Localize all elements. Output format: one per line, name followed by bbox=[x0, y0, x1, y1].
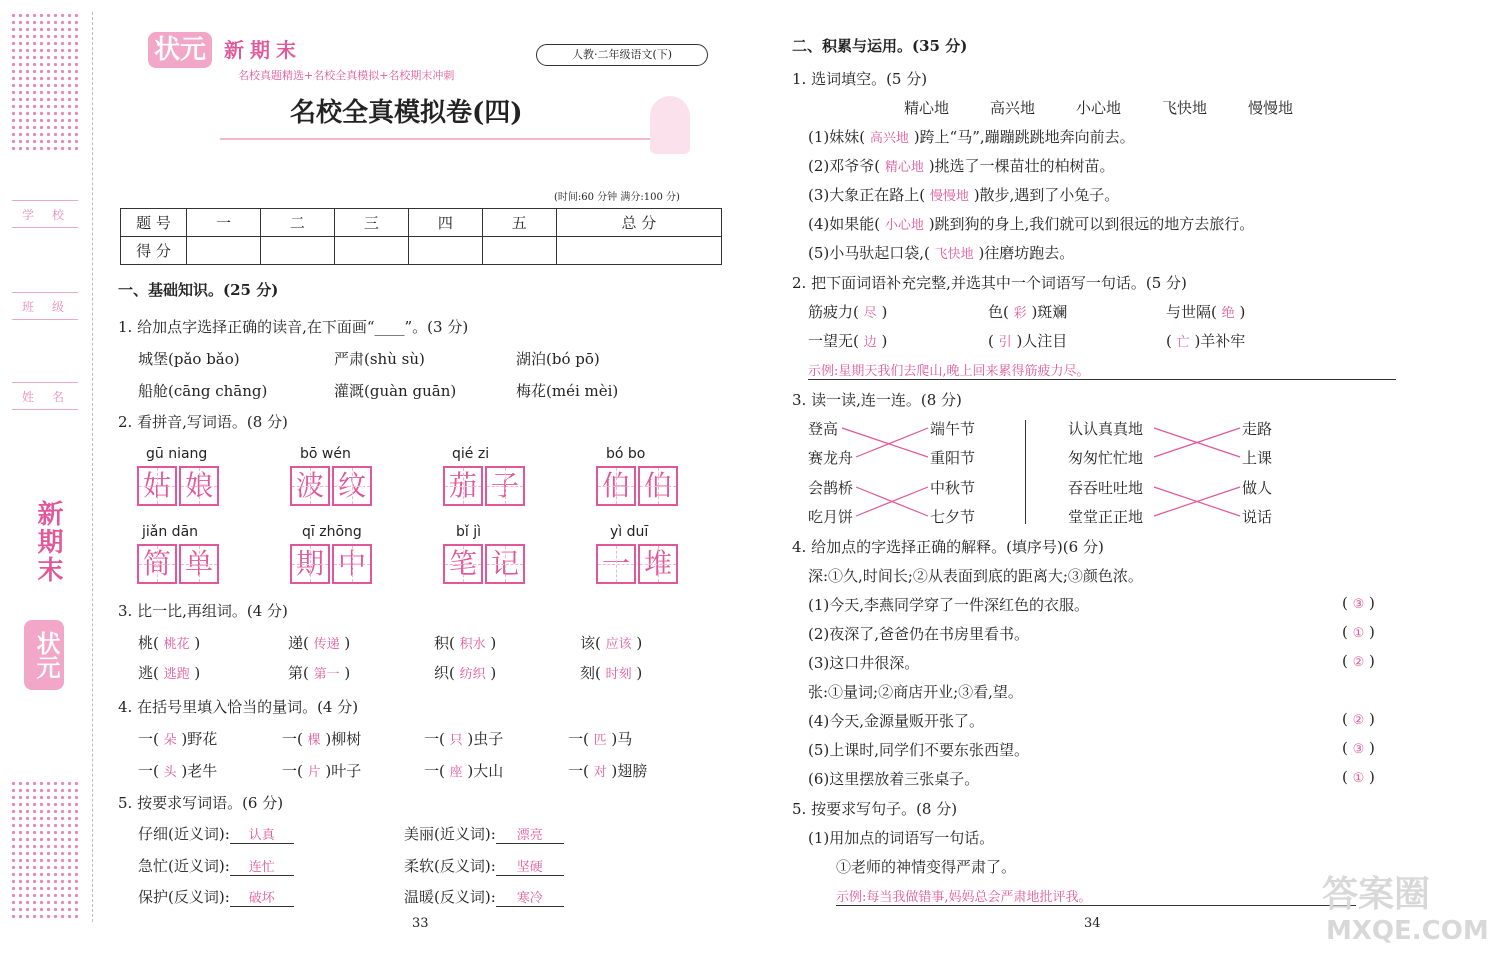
answer[interactable]: 匹 bbox=[593, 733, 607, 748]
page-number-right: 34 bbox=[1084, 916, 1101, 931]
word-label: 保护(反义词): bbox=[138, 888, 230, 906]
match-line bbox=[842, 428, 928, 457]
brand-sub: 新期末 bbox=[224, 38, 302, 62]
pinyin: bǐ jì bbox=[456, 524, 482, 540]
pinyin: jiǎn dān bbox=[142, 524, 199, 540]
answer[interactable]: 棵 bbox=[307, 733, 321, 748]
watermark-logo: 答案圈 bbox=[1322, 874, 1431, 915]
match-left[interactable]: 会鹊桥 bbox=[808, 479, 854, 497]
pinyin: bó bo bbox=[606, 446, 646, 462]
word-option: 精心地 bbox=[904, 99, 950, 117]
char: 递 bbox=[288, 634, 304, 652]
word-option: 高兴地 bbox=[990, 99, 1036, 117]
noun: 马 bbox=[617, 730, 633, 748]
score-cell: 二 bbox=[260, 209, 334, 237]
answer[interactable]: 引 bbox=[998, 335, 1012, 350]
noun: 野花 bbox=[187, 730, 218, 748]
match-right[interactable]: 说话 bbox=[1242, 508, 1273, 526]
char: 逃 bbox=[138, 664, 154, 682]
char-box[interactable]: 娘 bbox=[179, 466, 219, 506]
answer[interactable]: 片 bbox=[307, 765, 321, 780]
answer[interactable]: 逃跑 bbox=[163, 667, 190, 682]
pinyin: qī zhōng bbox=[302, 524, 362, 540]
sentence-part: )跳到狗的身上,我们就可以到很远的地方去旅行。 bbox=[928, 215, 1255, 233]
r-q5-sentence: ①老师的神情变得严肃了。 bbox=[836, 858, 1017, 876]
def-sentence: (5)上课时,同学们不要东张西望。 bbox=[808, 741, 1030, 759]
match-right[interactable]: 七夕节 bbox=[930, 508, 976, 526]
answer[interactable]: 坚硬 bbox=[496, 856, 564, 876]
char-box[interactable]: 伯 bbox=[638, 466, 678, 506]
answer[interactable]: 桃花 bbox=[163, 637, 190, 652]
answer[interactable]: 尽 bbox=[863, 306, 877, 321]
score-cell: 四 bbox=[408, 209, 482, 237]
char: 桃 bbox=[138, 634, 154, 652]
pinyin: bō wén bbox=[300, 446, 351, 462]
word-option: 飞快地 bbox=[1162, 99, 1208, 117]
idiom-part: 与世隔( bbox=[1166, 303, 1217, 321]
def-sentence: (1)今天,李燕同学穿了一件深红色的衣服。 bbox=[808, 596, 1090, 614]
char: 积 bbox=[434, 634, 450, 652]
answer[interactable]: 积水 bbox=[459, 637, 486, 652]
sentence-part: )挑选了一棵苗壮的柏树苗。 bbox=[928, 157, 1115, 175]
r-q3-title: 3. 读一读,连一连。(8 分) bbox=[792, 391, 962, 409]
match-left[interactable]: 匆匆忙忙地 bbox=[1068, 449, 1144, 467]
char-box[interactable]: 子 bbox=[485, 466, 525, 506]
answer[interactable]: 头 bbox=[163, 765, 177, 780]
pinyin: gū niang bbox=[146, 446, 208, 462]
measure-item: 一( 座 )大山 bbox=[424, 762, 504, 780]
match-left[interactable]: 赛龙舟 bbox=[808, 449, 854, 467]
def-answer: ( ③ ) bbox=[1342, 739, 1375, 757]
edition-badge: 人教·二年级语文(下) bbox=[536, 44, 708, 66]
answer[interactable]: 彩 bbox=[1013, 306, 1027, 321]
idiom-part: ) bbox=[881, 303, 888, 321]
answer[interactable]: 小心地 bbox=[884, 218, 924, 233]
def-answer: ( ③ ) bbox=[1342, 594, 1375, 612]
match-right[interactable]: 端午节 bbox=[930, 420, 976, 438]
char-box[interactable]: 伯 bbox=[596, 466, 636, 506]
answer[interactable]: ① bbox=[1352, 771, 1365, 786]
answer[interactable]: 飞快地 bbox=[934, 247, 974, 262]
def-sentence: (6)这里摆放着三张桌子。 bbox=[808, 770, 980, 788]
sentence-part: (4)如果能( bbox=[808, 215, 881, 233]
measure-item: 一( 朵 )野花 bbox=[138, 730, 218, 748]
score-cell: 三 bbox=[334, 209, 408, 237]
char: 该 bbox=[580, 634, 596, 652]
l-q1-item: 城堡(pǎo bǎo) bbox=[138, 350, 240, 368]
char-box[interactable]: 记 bbox=[485, 544, 525, 584]
noun: 老牛 bbox=[187, 762, 218, 780]
word-option: 慢慢地 bbox=[1248, 99, 1294, 117]
page-number-left: 33 bbox=[412, 916, 429, 931]
answer[interactable]: 认真 bbox=[230, 824, 294, 844]
compare-item: 积( 积水 ) bbox=[434, 634, 497, 652]
char-box[interactable]: 中 bbox=[332, 544, 372, 584]
def-sentence: (2)夜深了,爸爸仍在书房里看书。 bbox=[808, 625, 1030, 643]
answer[interactable]: 慢慢地 bbox=[929, 189, 969, 204]
answer[interactable]: 亡 bbox=[1176, 335, 1190, 350]
char: 织 bbox=[434, 664, 450, 682]
idiom-part: 色( bbox=[988, 303, 1009, 321]
match-left[interactable]: 认认真真地 bbox=[1068, 420, 1144, 438]
answer[interactable]: 应该 bbox=[605, 637, 632, 652]
answer[interactable]: 第一 bbox=[313, 667, 340, 682]
sentence-part: )往磨坊跑去。 bbox=[978, 244, 1075, 262]
answer[interactable]: 对 bbox=[593, 765, 607, 780]
section-1-title: 一、基础知识。(25 分) bbox=[118, 281, 279, 299]
char-box[interactable]: 姑 bbox=[137, 466, 177, 506]
word-label: 急忙(近义词): bbox=[138, 857, 230, 875]
char-box[interactable]: 波 bbox=[290, 466, 330, 506]
vertical-brand: 新期末 bbox=[33, 500, 63, 584]
answer[interactable]: 纺织 bbox=[459, 667, 486, 682]
def-answer: ( ① ) bbox=[1342, 768, 1375, 786]
sentence-part: (2)邓爷爷( bbox=[808, 157, 881, 175]
answer[interactable]: ② bbox=[1352, 655, 1365, 670]
idiom-part: )羊补牢 bbox=[1194, 332, 1246, 350]
answer[interactable]: ③ bbox=[1352, 597, 1365, 612]
measure-item: 一( 片 )叶子 bbox=[282, 762, 362, 780]
r-q4-title: 4. 给加点的字选择正确的解释。(填序号)(6 分) bbox=[792, 538, 1104, 556]
match-right[interactable]: 重阳节 bbox=[930, 449, 976, 467]
measure-item: 一( 棵 )柳树 bbox=[282, 730, 362, 748]
l-q1-item: 严肃(shù sù) bbox=[334, 350, 425, 368]
page-title: 名校全真模拟卷(四) bbox=[290, 98, 523, 128]
q2-example-answer[interactable]: 示例:星期天我们去爬山,晚上回来累得筋疲力尽。 bbox=[808, 360, 1396, 380]
sentence-part: )散步,遇到了小兔子。 bbox=[973, 186, 1120, 204]
q5-example-answer[interactable]: 示例:每当我做错事,妈妈总会严肃地批评我。 bbox=[836, 886, 1356, 906]
score-cell: 题 号 bbox=[121, 209, 187, 237]
slogan: 名校真题精选+名校全真模拟+名校期末冲刺 bbox=[238, 69, 455, 82]
match-right[interactable]: 中秋节 bbox=[930, 479, 976, 497]
idiom-part: ) bbox=[1239, 303, 1246, 321]
word-label: 柔软(反义词): bbox=[404, 857, 496, 875]
compare-item: 刻( 时刻 ) bbox=[580, 664, 643, 682]
sentence-part: (5)小马驮起口袋,( bbox=[808, 244, 930, 262]
name-label: 姓名 bbox=[22, 390, 83, 404]
word-option: 小心地 bbox=[1076, 99, 1122, 117]
school-label: 学校 bbox=[22, 208, 83, 222]
char-box[interactable]: 堆 bbox=[638, 544, 678, 584]
def-answer: ( ② ) bbox=[1342, 652, 1375, 670]
compare-item: 逃( 逃跑 ) bbox=[138, 664, 201, 682]
match-right[interactable]: 做人 bbox=[1242, 479, 1273, 497]
idiom-part: ( bbox=[988, 332, 994, 350]
noun: 大山 bbox=[473, 762, 504, 780]
answer[interactable]: 朵 bbox=[163, 733, 177, 748]
char-box[interactable]: 简 bbox=[137, 544, 177, 584]
answer[interactable]: 边 bbox=[863, 335, 877, 350]
compare-item: 织( 纺织 ) bbox=[434, 664, 497, 682]
time-info: (时间:60 分钟 满分:100 分) bbox=[554, 192, 680, 203]
answer[interactable]: ② bbox=[1352, 713, 1365, 728]
definition: 张:①量词;②商店开业;③看,望。 bbox=[808, 683, 1023, 701]
idiom-part: 筋疲力( bbox=[808, 303, 859, 321]
score-cell: 得 分 bbox=[121, 237, 187, 265]
score-cell: 五 bbox=[482, 209, 556, 237]
match-left[interactable]: 登高 bbox=[808, 420, 839, 438]
word-label: 美丽(近义词): bbox=[404, 825, 496, 843]
r-q1-title: 1. 选词填空。(5 分) bbox=[792, 70, 928, 88]
char-box[interactable]: 一 bbox=[596, 544, 636, 584]
sentence-part: (3)大象正在路上( bbox=[808, 186, 926, 204]
measure-item: 一( 只 )虫子 bbox=[424, 730, 504, 748]
l-q1-item: 湖泊(bó pō) bbox=[516, 350, 600, 368]
l-q1-item: 灌溉(guàn guān) bbox=[334, 382, 457, 400]
match-left[interactable]: 吞吞吐吐地 bbox=[1068, 479, 1144, 497]
definition: 深:①久,时间长;②从表面到底的距离大;③颜色浓。 bbox=[808, 567, 1143, 585]
def-sentence: (4)今天,金源量贩开张了。 bbox=[808, 712, 985, 730]
measure-item: 一( 匹 )马 bbox=[568, 730, 633, 748]
compare-item: 第( 第一 ) bbox=[288, 664, 351, 682]
answer[interactable]: 座 bbox=[449, 765, 463, 780]
l-q5-title: 5. 按要求写词语。(6 分) bbox=[118, 794, 284, 812]
compare-item: 桃( 桃花 ) bbox=[138, 634, 201, 652]
noun: 虫子 bbox=[473, 730, 504, 748]
idiom-part: ) bbox=[881, 332, 888, 350]
r-q5-title: 5. 按要求写句子。(8 分) bbox=[792, 800, 958, 818]
char-box[interactable]: 笔 bbox=[443, 544, 483, 584]
def-answer: ( ① ) bbox=[1342, 623, 1375, 641]
l-q1-item: 梅花(méi mèi) bbox=[516, 382, 619, 400]
l-q2-title: 2. 看拼音,写词语。(8 分) bbox=[118, 413, 288, 431]
l-q1-item: 船舱(cāng chāng) bbox=[138, 382, 268, 400]
answer[interactable]: 破坏 bbox=[230, 887, 294, 907]
idiom-part: ( bbox=[1166, 332, 1172, 350]
r-q5-sub: (1)用加点的词语写一句话。 bbox=[808, 829, 995, 847]
char-box[interactable]: 期 bbox=[290, 544, 330, 584]
sentence-part: )跨上“马”,蹦蹦跳跳地奔向前去。 bbox=[913, 128, 1135, 146]
vertical-logo: 状元 bbox=[24, 620, 64, 690]
answer[interactable]: 高兴地 bbox=[869, 131, 909, 146]
section-2-title: 二、积累与运用。(35 分) bbox=[792, 37, 968, 55]
noun: 翅膀 bbox=[617, 762, 648, 780]
char-box[interactable]: 纹 bbox=[332, 466, 372, 506]
compare-item: 该( 应该 ) bbox=[580, 634, 643, 652]
l-q4-title: 4. 在括号里填入恰当的量词。(4 分) bbox=[118, 698, 359, 716]
r-q2-title: 2. 把下面词语补充完整,并选其中一个词语写一句话。(5 分) bbox=[792, 274, 1187, 292]
compare-item: 递( 传递 ) bbox=[288, 634, 351, 652]
l-q1-title: 1. 给加点字选择正确的读音,在下面画“____”。(3 分) bbox=[118, 318, 469, 336]
noun: 柳树 bbox=[331, 730, 362, 748]
idiom-part: 一望无( bbox=[808, 332, 859, 350]
idiom-part: )斑斓 bbox=[1031, 303, 1068, 321]
match-left[interactable]: 吃月饼 bbox=[808, 508, 854, 526]
noun: 叶子 bbox=[331, 762, 362, 780]
match-right[interactable]: 走路 bbox=[1242, 420, 1273, 438]
match-line bbox=[856, 428, 928, 457]
char-box[interactable]: 茄 bbox=[443, 466, 483, 506]
brand-logo: 状元 bbox=[148, 32, 212, 68]
answer[interactable]: 时刻 bbox=[605, 667, 632, 682]
answer[interactable]: ① bbox=[1352, 626, 1365, 641]
char: 刻 bbox=[580, 664, 596, 682]
char: 第 bbox=[288, 664, 304, 682]
pinyin: qié zi bbox=[452, 446, 490, 462]
word-label: 温暖(反义词): bbox=[404, 888, 496, 906]
def-answer: ( ② ) bbox=[1342, 710, 1375, 728]
l-q3-title: 3. 比一比,再组词。(4 分) bbox=[118, 602, 288, 620]
def-sentence: (3)这口井很深。 bbox=[808, 654, 920, 672]
answer[interactable]: 只 bbox=[449, 733, 463, 748]
measure-item: 一( 头 )老牛 bbox=[138, 762, 218, 780]
class-label: 班级 bbox=[22, 300, 83, 314]
answer[interactable]: 连忙 bbox=[230, 856, 294, 876]
answer[interactable]: 漂亮 bbox=[496, 824, 564, 844]
watermark-url: MXQE.COM bbox=[1326, 916, 1489, 946]
answer[interactable]: 传递 bbox=[313, 637, 340, 652]
sentence-part: (1)妹妹( bbox=[808, 128, 866, 146]
answer[interactable]: 绝 bbox=[1221, 306, 1235, 321]
answer[interactable]: 寒冷 bbox=[496, 887, 564, 907]
measure-item: 一( 对 )翅膀 bbox=[568, 762, 648, 780]
answer[interactable]: ③ bbox=[1352, 742, 1365, 757]
answer[interactable]: 精心地 bbox=[884, 160, 924, 175]
match-left[interactable]: 堂堂正正地 bbox=[1068, 508, 1144, 526]
idiom-part: )人注目 bbox=[1016, 332, 1068, 350]
match-right[interactable]: 上课 bbox=[1242, 449, 1273, 467]
pinyin: yì duī bbox=[610, 524, 649, 540]
score-cell: 总 分 bbox=[556, 209, 721, 237]
score-cell: 一 bbox=[187, 209, 261, 237]
char-box[interactable]: 单 bbox=[179, 544, 219, 584]
word-label: 仔细(近义词): bbox=[138, 825, 230, 843]
